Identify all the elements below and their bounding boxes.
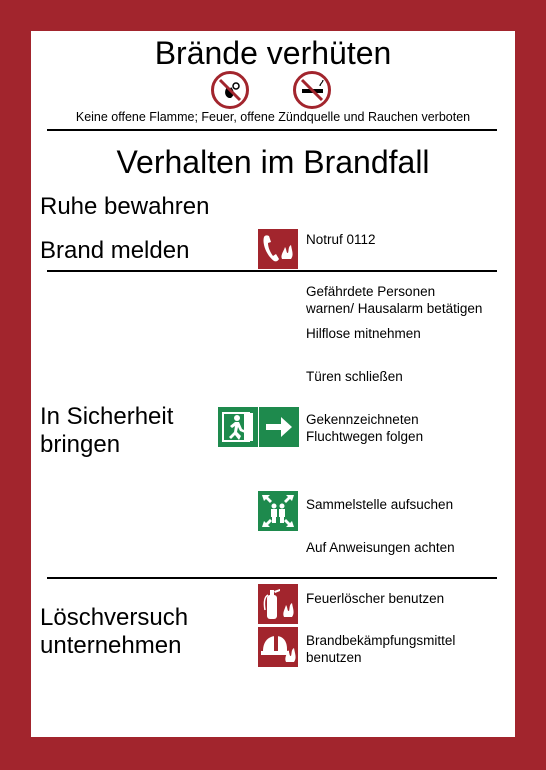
divider [47, 129, 497, 131]
direction-arrow-right-icon [259, 407, 299, 447]
fire-alarm-phone-icon [258, 229, 298, 269]
extinguish-heading-line2: unternehmen [40, 632, 182, 659]
keep-calm-heading: Ruhe bewahren [40, 193, 210, 220]
prohibition-text: Keine offene Flamme; Feuer, offene Zündquelle und Rauchen verboten [75, 110, 471, 124]
prevent-fires-title: Brände verhüten [154, 35, 392, 71]
step-follow-escape-routes [306, 411, 423, 445]
divider [47, 270, 497, 272]
no-open-flame-icon [211, 71, 249, 109]
step-line: Gekennzeichneten [306, 412, 419, 427]
step-take-helpless: Hilflose mitnehmen [306, 326, 421, 341]
report-fire-heading: Brand melden [40, 237, 190, 264]
step-line: Brandbekämpfungsmittel [306, 633, 456, 648]
step-line: Fluchtwegen folgen [306, 429, 424, 444]
divider [47, 577, 497, 579]
extinguish-heading-line1: Löschversuch [40, 604, 189, 631]
fire-extinguisher-icon [258, 584, 298, 624]
no-smoking-icon [293, 71, 331, 109]
emergency-call-text: Notruf 0112 [306, 232, 376, 247]
fire-behavior-title: Verhalten im Brandfall [116, 144, 430, 180]
extinguish-heading [40, 604, 188, 660]
assembly-point-icon [258, 491, 298, 531]
step-warn-persons [306, 283, 482, 317]
step-follow-instructions: Auf Anweisungen achten [306, 540, 455, 555]
step-close-doors: Türen schließen [306, 369, 403, 384]
step-line: benutzen [306, 650, 362, 665]
safety-heading-line2: bringen [40, 431, 121, 458]
firefighting-equipment-icon [258, 627, 298, 667]
sign-body [31, 31, 515, 737]
step-line: warnen/ Hausalarm betätigen [306, 301, 483, 316]
safety-heading-line1: In Sicherheit [40, 403, 174, 430]
step-use-extinguisher: Feuerlöscher benutzen [306, 591, 445, 606]
step-go-to-assembly: Sammelstelle aufsuchen [306, 497, 454, 512]
step-line: Gefährdete Personen [306, 284, 436, 299]
safety-heading [40, 403, 173, 459]
emergency-exit-icon [218, 407, 258, 447]
step-use-firefighting-means [306, 632, 455, 666]
